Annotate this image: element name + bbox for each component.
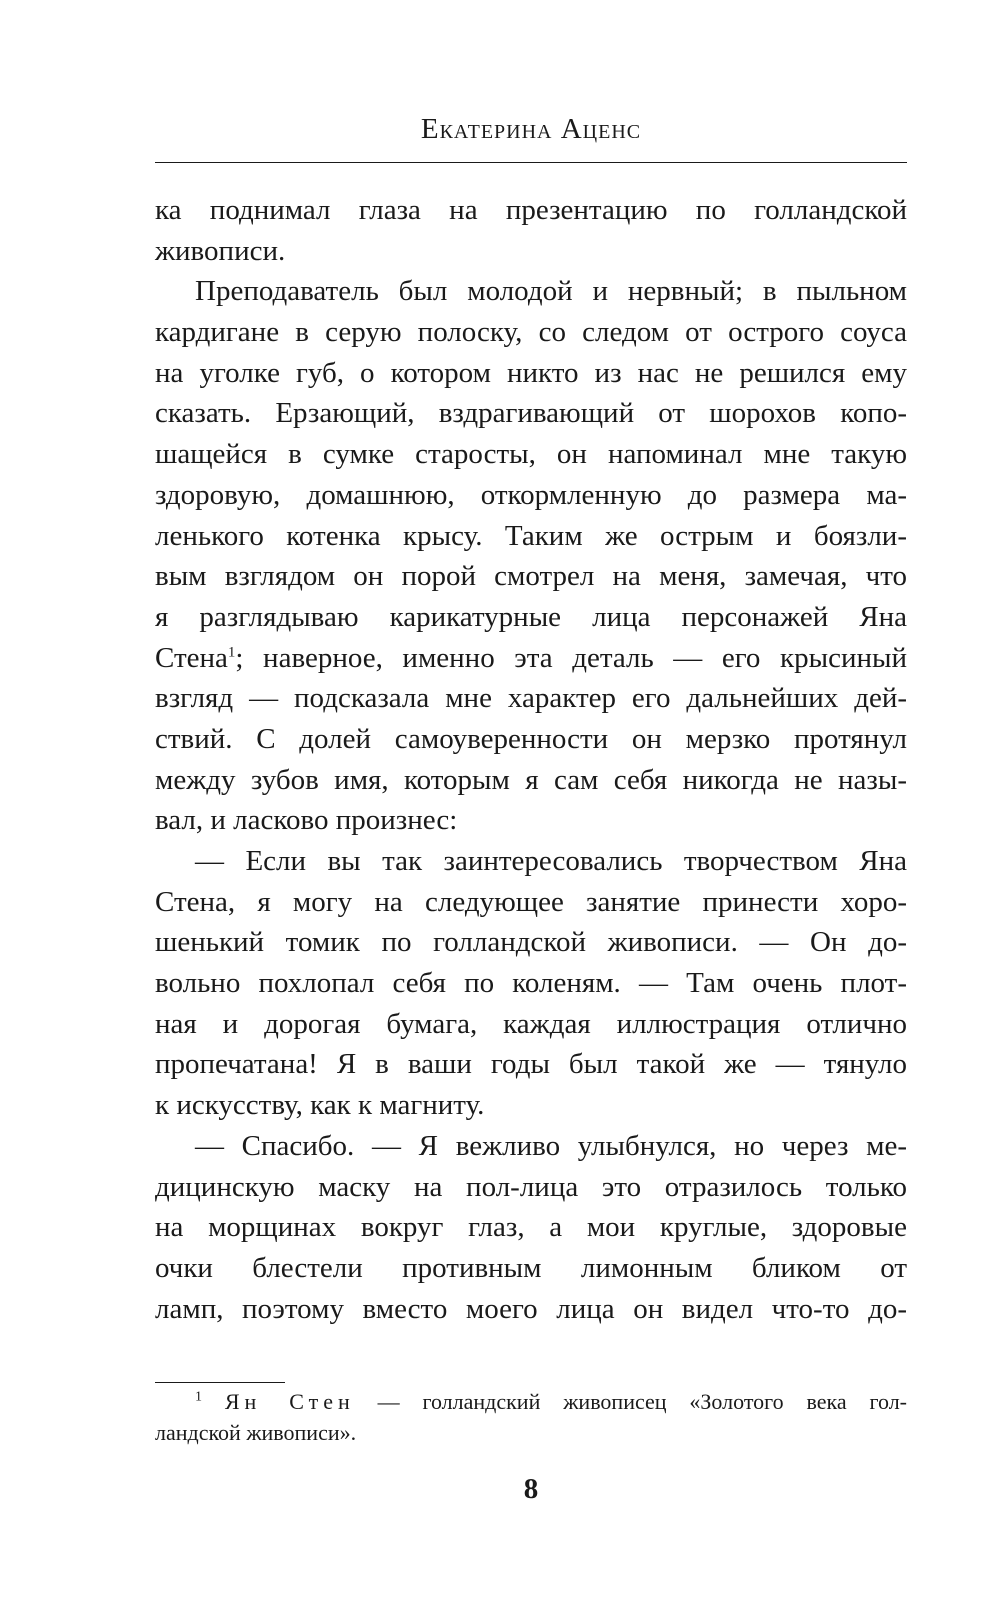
- text-line: здоровую, домашнюю, откормленную до размера ма-: [155, 478, 907, 511]
- text-line: взгляд — подсказала мне характер его дальнейших дей-: [155, 682, 907, 715]
- text-line: между зубов имя, которым я сам себя никогда не назы-: [155, 763, 907, 796]
- text-line: кардигане в серую полоску, со следом от острого соуса: [155, 316, 907, 349]
- text-line: Преподаватель был молодой и нервный; в пыльном: [195, 275, 907, 308]
- text-line: очки блестели противным лимонным бликом от: [155, 1251, 907, 1284]
- text-line: на морщинах вокруг глаз, а мои круглые, здоровые: [155, 1211, 907, 1244]
- text-fragment: ; наверное, именно эта деталь — его крысиный: [235, 641, 907, 674]
- footnote-line: [155, 1386, 907, 1417]
- footnote-divider: [155, 1382, 285, 1383]
- text-line: Стена, я могу на следующее занятие принести хоро-: [155, 885, 907, 918]
- text-line: вольно похлопал себя по коленям. — Там очень плот-: [155, 967, 907, 1000]
- text-line: живописи.: [155, 234, 286, 267]
- text-line: ламп, поэтому вместо моего лица он видел что-то до-: [155, 1292, 907, 1325]
- text-fragment: Стена: [155, 641, 228, 674]
- text-line: сказать. Ерзающий, вздрагивающий от шорохов копо-: [155, 397, 907, 430]
- text-line: ная и дорогая бумага, каждая иллюстрация отлично: [155, 1007, 907, 1040]
- text-line: шащейся в сумке старосты, он напоминал мне такую: [155, 438, 907, 471]
- text-line-with-footnote: [155, 638, 907, 679]
- body-text: [155, 190, 907, 1329]
- text-line: — Спасибо. — Я вежливо улыбнулся, но через ме-: [195, 1129, 907, 1162]
- text-line: я разглядываю карикатурные лица персонажей Яна: [155, 600, 907, 633]
- text-line: на уголке губ, о котором никто из нас не решился ему: [155, 356, 907, 389]
- footnote-text: — голландский живописец «Золотого века гол-: [354, 1389, 908, 1414]
- header-divider: [155, 162, 907, 163]
- text-line: ка поднимал глаза на презентацию по голландской: [155, 194, 907, 226]
- footnote-name: Ян Стен: [224, 1389, 355, 1414]
- footnote-line: ландской живописи».: [155, 1420, 357, 1445]
- page-number: 8: [523, 1473, 539, 1505]
- text-line: вал, и ласково произнес:: [155, 804, 458, 837]
- footnote: [155, 1386, 907, 1448]
- text-line: вым взглядом он порой смотрел на меня, замечая, что: [155, 560, 907, 593]
- text-line: — Если вы так заинтересовались творчеством Яна: [195, 845, 907, 877]
- text-line: пропечатана! Я в ваши годы был такой же — тянуло: [155, 1048, 907, 1081]
- footnote-number: 1: [195, 1389, 202, 1405]
- text-line: дицинскую маску на пол-лица это отразилось только: [155, 1170, 907, 1203]
- footnote-reference: 1: [227, 643, 236, 660]
- text-line: ленького котенка крысу. Таким же острым и боязли-: [155, 519, 907, 552]
- text-line: шенький томик по голландской живописи. — Он до-: [155, 926, 907, 959]
- text-line: к искусству, как к магниту.: [155, 1089, 485, 1122]
- text-line: ствий. С долей самоуверенности он мерзко протянул: [155, 722, 907, 755]
- running-head: Екатерина Аценс: [420, 113, 642, 145]
